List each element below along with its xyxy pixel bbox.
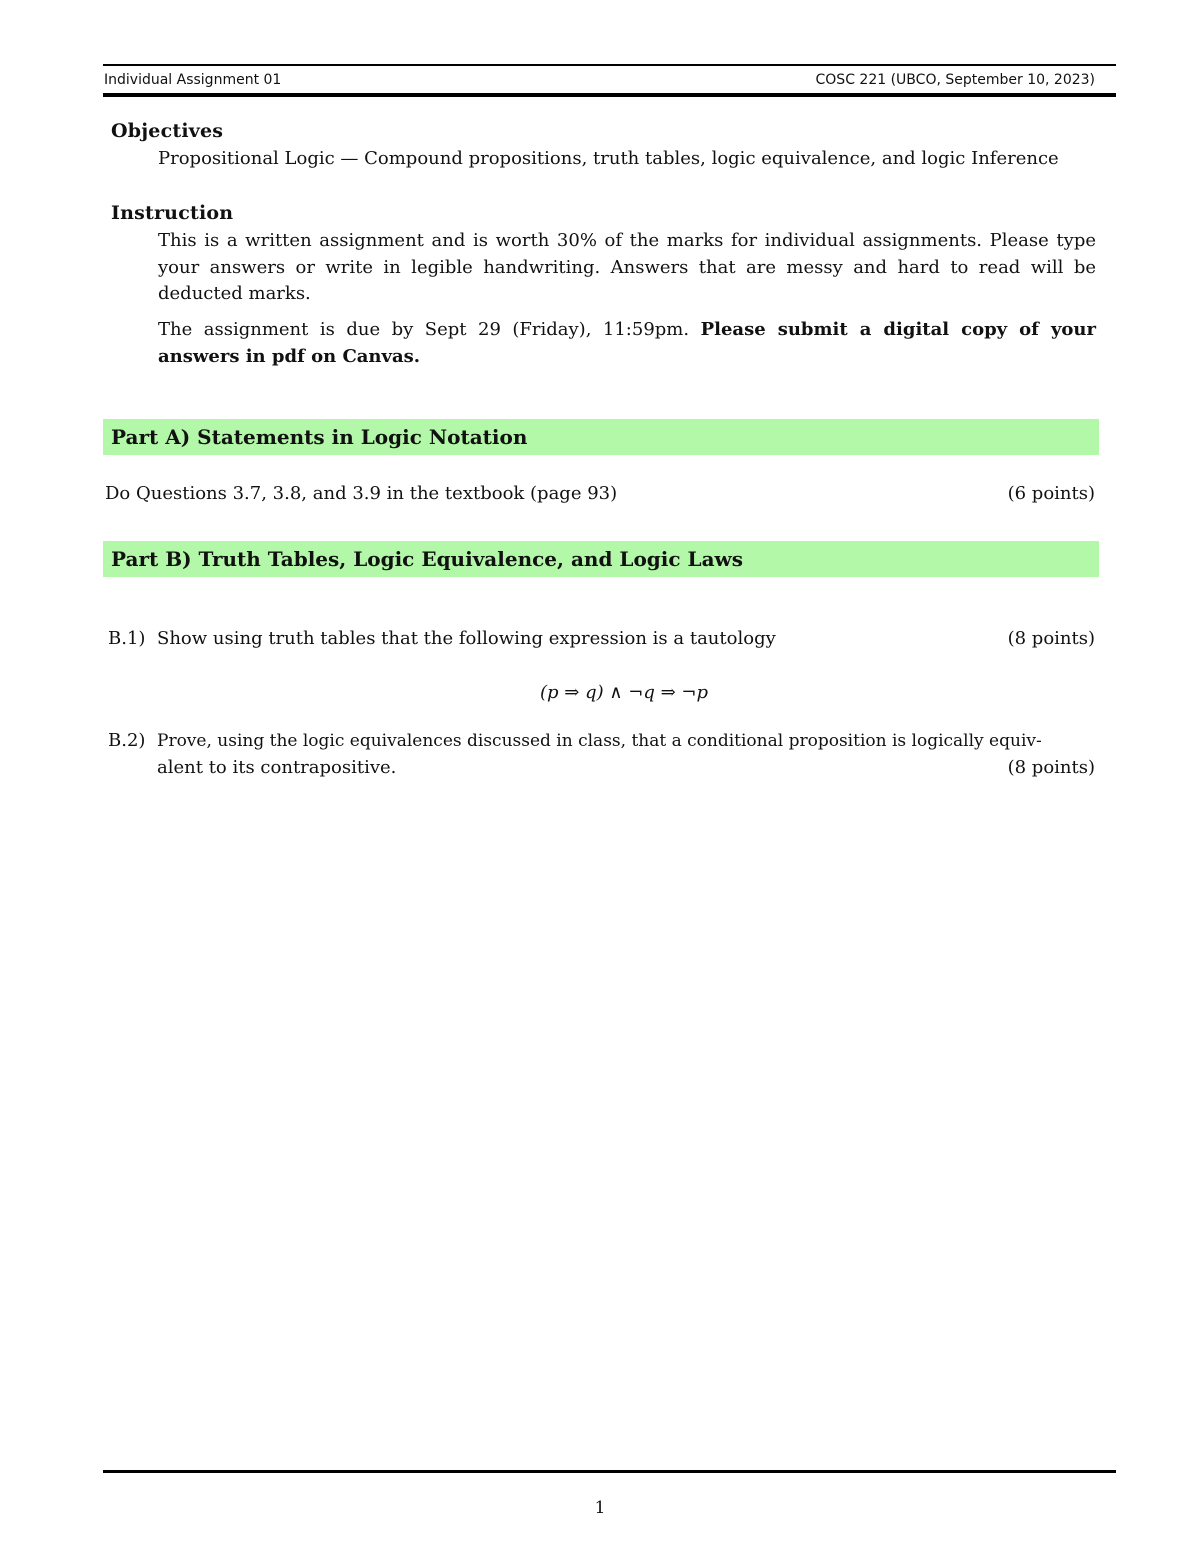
- b2-points: (8 points): [1007, 757, 1095, 778]
- submission-note: Please submit a digital copy of your answers in pdf on Canvas.: [158, 319, 1096, 367]
- b1-label: B.1): [108, 628, 146, 649]
- instruction-paragraph-2: [158, 317, 1096, 370]
- part-a-task: Do Questions 3.7, 3.8, and 3.9 in the textbook (page 93): [105, 483, 618, 504]
- page-number: 1: [594, 1498, 606, 1518]
- header-top-rule: [103, 64, 1116, 66]
- part-a-heading: [103, 419, 1099, 455]
- due-date-text: The assignment is due by Sept 29 (Friday), 11:59pm.: [158, 319, 690, 340]
- header-bottom-rule: [103, 93, 1116, 97]
- instruction-paragraph-1: This is a written assignment and is worth 30% of the marks for individual assignments. Please type your answers or write in legible handwriting. Answers that are messy and hard to read will be deducted marks.: [158, 230, 1096, 304]
- objectives-label: Objectives: [111, 120, 224, 142]
- b2-text-line-2: alent to its contrapositive.: [157, 757, 397, 778]
- b1-text: Show using truth tables that the following expression is a tautology: [157, 628, 776, 649]
- b2-label: B.2): [108, 730, 146, 751]
- instruction-label: Instruction: [111, 202, 234, 224]
- b1-formula: (p ⇒ q) ∧ ¬q ⇒ ¬p: [540, 682, 708, 703]
- header-right: COSC 221 (UBCO, September 10, 2023): [815, 72, 1095, 88]
- part-b-title: Part B) Truth Tables, Logic Equivalence, and Logic Laws: [111, 547, 744, 571]
- header-left: Individual Assignment 01: [104, 72, 282, 88]
- footer-rule: [103, 1470, 1116, 1473]
- objectives-text: Propositional Logic — Compound propositions, truth tables, logic equivalence, and logic Inference: [158, 148, 1059, 169]
- b1-points: (8 points): [1007, 628, 1095, 649]
- part-a-title: Part A) Statements in Logic Notation: [111, 425, 528, 449]
- part-b-heading: [103, 541, 1099, 577]
- part-a-points: (6 points): [1007, 483, 1095, 504]
- b2-text-line-1: Prove, using the logic equivalences discussed in class, that a conditional proposition is logically equiv-: [157, 731, 1042, 751]
